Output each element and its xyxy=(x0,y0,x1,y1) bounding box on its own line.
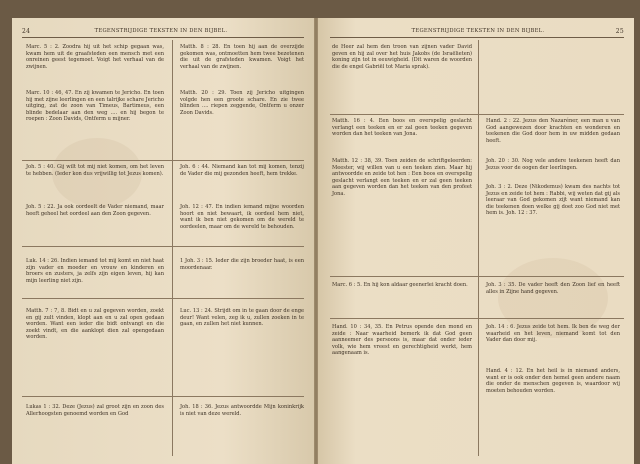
verse-text: Joh. 12 : 47. En indien iemand mijne woorden hoort en niet bewaart, ik oordeel hem niet, want ik ben niet gekomen om de wereld te oordeelen, maar om de wereld te behouden. xyxy=(180,204,304,230)
verse-text: Luc. 13 : 24. Strijdt om in te gaan door de enge deur! Want velen, zeg ik u, zullen zoeken in te gaan, en zullen het niet kunnen. xyxy=(180,308,304,328)
row-divider xyxy=(22,160,304,161)
verse-text: Matth. 16 : 4. Een boos en overspelig geslacht verlangt een teeken en er zal geen teeken gegeven worden dan het teeken van Jona. xyxy=(332,118,472,138)
verse-text: Luk. 14 : 26. Indien iemand tot mij komt en niet haat zijn vader en moeder en vrouw en kinderen en broers en zusters, ja zelfs zijn eigen leven, hij kan mijn leerling niet zijn. xyxy=(26,258,164,284)
running-title: TEGENSTRIJDIGE TEKSTEN IN DEN BIJBEL. xyxy=(411,28,545,34)
right-page xyxy=(318,18,634,464)
verse-text: Joh. 20 : 30. Nog vele andere teekenen heeft dan Jezus voor de oogen der leerlingen. xyxy=(486,158,620,171)
verse-text: Joh. 3 : 2. Deze (Nikodemus) kwam des nachts tot Jezus en zeide tot hem : Rabbi, wij weten dat gij als leeraar van God gekomen zijt want niemand kan die teekenen doen welke gij doet zoo God niet met hem is. Joh. 12 : 37. xyxy=(486,184,620,217)
verse-text: Joh. 6 : 44. Niemand kan tot mij komen, tenzij de Vader die mij gezonden heeft, hem trekke. xyxy=(180,164,304,177)
verse-text: Marc. 6 : 5. En hij kon aldaar geenerlei kracht doen. xyxy=(332,282,468,288)
verse-text: Hand. 4 : 12. En het heil is in niemand anders, want er is ook onder den hemel geen andere naam die onder de menschen gegeven is, waardoor wij moeten behouden worden. xyxy=(486,368,620,394)
page-number: 24 xyxy=(22,28,31,35)
column-divider xyxy=(478,40,479,456)
verse-text: Joh. 14 : 6. Jezus zeide tot hem. Ik ben de weg der waarheid en het leven, niemand komt tot den Vader dan door mij. xyxy=(486,324,620,344)
verse-text: Hand. 2 : 22. Jezus den Nazaréner, een man u van God aangewezen door krachten en wonderen en teekenen die God door hem in uw midden gedaan heeft. xyxy=(486,118,620,144)
verse-text: 1 Joh. 3 : 15. Ieder die zijn broeder haat, is een moordenaar. xyxy=(180,258,304,271)
verse-text: Matth. 20 : 29. Toen zij Jericho uitgingen volgde hen een groote schare. En zie twee blinden .... riepen zeggende, Ontferm u onzer Zoon Davids. xyxy=(180,90,304,116)
verse-text: Lukas 1 : 32. Deze (Jezus) zal groot zijn en zoon des Allerhoogsten genoemd worden en God xyxy=(26,404,164,417)
verse-text: Matth. 12 : 38, 39. Toen zeiden de schriftgeleerden: Meester, wij willen van u een teeken zien. Maar hij antwoordde en zeide tot hen : Een boos en overspelig geslacht verlangt een teeken en er zal geen teeken aan gegeven worden dan het teeken van den profeet Jona. xyxy=(332,158,472,197)
row-divider xyxy=(330,114,624,115)
verse-text: Joh. 5 : 40. Gij wilt tot mij niet komen, om het leven te hebben. (Ieder kon dus vrijwillig tot Jezus komen). xyxy=(26,164,164,177)
column-divider xyxy=(172,40,173,456)
verse-text: Matth. 7 : 7, 8. Bidt en u zal gegeven worden, zoekt en gij zult vinden, klopt aan en u zal open gedaan worden. Want een ieder die bidt ontvangt en die zoekt vindt, en die aanklopt dien zal opengedaan worden. xyxy=(26,308,164,341)
verse-text: Matth. 8 : 28. En toen hij aan de overzijde gekomen was, ontmoetten hem twee bezetenen die uit de grafsteden kwamen. Voigt het verhaal van de zwijnen. xyxy=(180,44,304,70)
verse-text: Hand. 10 : 34, 35. En Petrus opende den mond en zeide : Naar waarheid bemerk ik dat God geen aanneemer des persoons is, maar dat onder ieder volk, wie hem vreest en gerechtigheid werkt, hem aangenaam is. xyxy=(332,324,472,357)
verse-text: Joh. 5 : 22. Ja ook oordeelt de Vader niemand, maar heeft geheel het oordeel aan den Zoon gegeven. xyxy=(26,204,164,217)
left-page xyxy=(12,18,314,464)
header-rule xyxy=(330,37,624,38)
row-divider xyxy=(22,298,304,299)
header-rule xyxy=(22,37,304,38)
page-number: 25 xyxy=(615,28,624,35)
verse-text: Joh. 3 : 35. De vader heeft den Zoon lief en heeft alles in Zijne hand gegeven. xyxy=(486,282,620,295)
row-divider xyxy=(22,246,304,247)
verse-text: de Heer zal hem den troon van zijnen vader David geven en hij zal over het huis Jakobs (de Israëlieten) koning zijn tot in eeuwigheid. (Dit waren de woorden die de engel Gabriël tot Maria sprak). xyxy=(332,44,472,70)
row-divider xyxy=(330,318,624,319)
verse-text: Joh. 18 : 36. Jezus antwoordde Mijn koninkrijk is niet van deze wereld. xyxy=(180,404,304,417)
row-divider xyxy=(22,396,304,397)
running-title: TEGENSTRIJDIGE TEKSTEN IN DEN BIJBEL. xyxy=(94,28,228,34)
row-divider xyxy=(330,276,624,277)
verse-text: Marc. 10 : 46, 47. En zij kwamen te Jericho. En toen hij met zijne leerlingen en een talrijke schare Jericho uitging, zat de zoon van Timeus, Bartimeus, een blinde bedelaar aan den weg .... en hij begon te roepen : Zoon Davids, Ontferm u mijner. xyxy=(26,90,164,123)
verse-text: Marc. 5 : 2. Zoodra hij uit het schip gegaan was, kwam hem uit de graafsteden een mensch met een onreinen geest tegemoet. Voigt het verhaal van de zwijnen. xyxy=(26,44,164,70)
